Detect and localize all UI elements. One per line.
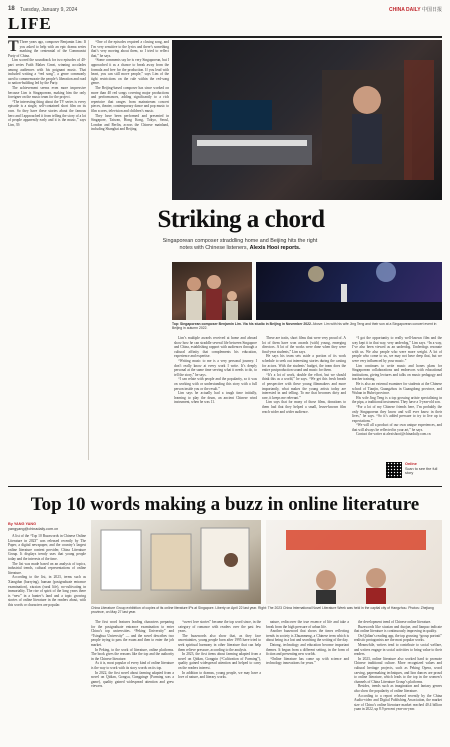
online-text: Scan to see the full story	[405, 466, 438, 476]
story2-paragraph: “sweet love stories” became the top word since, in the category of romance with readers over the past few years.	[178, 620, 261, 634]
exhibition-photo	[91, 520, 261, 604]
masthead-chinese: 中国日报	[421, 7, 442, 13]
story-divider	[8, 486, 442, 487]
story1-paragraph: “I can relate with people and the popularity, so it was on working with or understanding this story with a full person inside you or the result.”	[174, 377, 257, 391]
feature-photo-top	[172, 40, 442, 200]
story1-paragraph: He says his team sets aside a portion of its work schedule to seek out interesting stories during the casting for actors. With the students’ budget, the team does the entire postproduction sound and music for them.	[262, 354, 346, 373]
story2-paragraph: A list of the “Top 10 Buzzwords in Chinese Online Literature in 2023” was released recently by The Paper, a digital newspaper, and the country’s largest online literature content provider, China Literature Group. It displays trendy uses that young people today and the interests of the time.	[8, 534, 86, 561]
story2-paragraph: the development trend of Chinese online literature.	[358, 620, 432, 624]
studio-photo-illustration	[172, 40, 442, 200]
online-promo	[405, 462, 445, 476]
story2-paragraph: According to the list, in 2023, terms such as Xiangdun (hurrying), hunsan (postgraduate entrance examination), xiuxian (rural life), no-cultivating in immortality. The rise of spirit of the long years there is “new” in a hunter’s land and a topic growing stories of online literature in the readers about, with this words or characters are popular.	[8, 575, 86, 607]
story1-paragraph: Lim continues to write music and hones plans for Singaporean collaborations and endeavors with educational institutions, giving lectures and talks on music pedagogy and teacher training.	[352, 363, 442, 382]
section-title: LIFE	[8, 14, 52, 33]
dropcap: T	[8, 38, 19, 55]
masthead	[389, 6, 442, 13]
story2-paragraph: Besides, trends such as imagination and fantasy genres also show the popularity of online literature.	[354, 684, 442, 693]
story2-paragraph: In Peking, to the work of literature, online platforms. The book gives the reasons like the top and the authority in the Chinese literature.	[91, 647, 174, 661]
family-photo	[172, 262, 252, 320]
story1-column-3	[174, 336, 257, 476]
page-header	[8, 6, 442, 16]
byline-email: yangyang@chinadaily.com.cn	[8, 526, 59, 531]
story2-paragraph: In 2022, the first novel about farming adapted from a novel on Qidian, Gongsu, Gongpinge (Farming was a game), quality gained widespread attention and grew viewers.	[91, 670, 174, 689]
story1-paragraph: “Some comments say he is very Singaporean, but I approached it as a chance to break away from the formula and free for the production. If you lead with heart, you can still move people,” says Lim of the tight restrictions on the rule within the red-song genre.	[91, 58, 169, 86]
story1-paragraph: “One of the episodes required a closing song, and I’m very sensitive to the lyrics and there’s something that’s very moving about them, so I tried to reflect that,” he says.	[91, 40, 169, 58]
story1-paragraph: Lim scored the soundtrack for two episodes of 40-part series Faith Makes Great, winning accolades among audiences with his poignant music. That included writing a “red song”, a genre commonly used to commemorate the people’s liberation and road to nation-building led by the Party.	[8, 58, 86, 86]
story1-paragraph: Lim says that for many of those films, donations to them had that they helped a small, lesser-known film reach wider and wider audience.	[262, 400, 346, 414]
story1-paragraph: Contact the writer at alexishooi@chinadaily.com.cn	[356, 432, 431, 437]
story1-paragraph: He is also an external examiner for students at the Chinese school of Tianjin, Guangzhou in Guangdong province, and Wuhan in Hubei province.	[352, 381, 442, 396]
story1-paragraph: “Writing music to me is a very personal journey. I don’t really know at every work I write. It’s deeply personal at the same time serving what it needs to do, to tell the story,” he says.	[174, 358, 257, 377]
story2-byline	[8, 522, 86, 531]
story2-paragraph: nature, rediscover the true essence of life and take a break from the high pressure of urban life.	[266, 620, 349, 629]
exhibition-photo-illustration	[91, 520, 261, 604]
deck-text: Singaporean composer straddling home and Beijing hits the right notes with Chinese listeners,	[162, 238, 318, 251]
story2-paragraph: Meanwhile, writers tend to contribute to social welfare, and writers engage in social activities to bring value to their readers.	[354, 642, 442, 657]
story2-paragraph: On Qidian’s reading app, the top grossing “group portrait” realistic protagonists are the most popular works.	[354, 633, 442, 643]
story1-paragraph: They have been performed and presented in Singapore, Taiwan, Hong Kong, Tokyo, Seoul, London and Berlin, across the Chinese mainland, including Shanghai and Beijing.	[91, 113, 169, 132]
masthead-name: CHINA DAILY	[389, 7, 421, 13]
section-rule	[8, 36, 442, 38]
story1-paragraph: The Beijing-based composer has since worked on more than 40 red songs covering major productions and performances, adding significantly to a rich repertoire that ranges from mainstream concert pieces, theater, contemporary dance and pop music to film scores, television and children’s music.	[91, 85, 169, 113]
story2-paragraph: The buzzwords also show that, as they face uncertainties, young people born after 1995 have tried to seek spiritual harmony in other literature that can help them relieve pressure, according to the analysis.	[178, 633, 261, 652]
novel-week-photo	[266, 520, 442, 604]
story2-paragraph: In 2023, online literature also worked hard to promote Chinese traditional culture. More recognized values and cultural heritage projects, such as Peking Opera, wood carving, papermaking techniques, and lion dances are proud to online literature, which leads to the top in the women’s channels of China Literature Group’s platforms.	[354, 656, 442, 684]
story1-paragraph: Three years ago, composer Benjamin Lim: If you asked to help with an epic drama series marking the centennial of the Communist Party of China.	[8, 40, 86, 58]
story1-headline: Striking a chord	[157, 206, 325, 233]
story1-paragraph: Lim’s multiple awards received at home and abroad show how he can straddle several life between Singapore and China, establishing rapport with audiences through a cultural affinity that complements his education, experience and expertise.	[174, 336, 257, 359]
online-label: Online	[405, 462, 417, 466]
story1-paragraph: “I got the opportunity to really well-known film and the way kept it in that way, very underdog,” Lim says. “In a way, I’ve also been viewed as an underdog. Underdogs resonate with us. We also people who were more weight. A lot of people who come to us, we may not have deep that, but we were very influenced by your music.”	[352, 336, 442, 363]
story2-caption: China Literature Group exhibition of copies of its online literature IPs at Singapore. Liberty on April 22 last year. Right: The 2023 China International Novel Literature Week was held in the capital city of Hangzhou. Photos: Zhejiang province, on May 27 last year.	[91, 606, 434, 615]
story2-column-4	[266, 620, 349, 742]
story1-paragraph: “It’s a lot of work, double the effort, but we should think this as a world,” he says. “We get this fresh breath of perspective with these young filmmakers and more importantly, what makes the young artists today are interested in and telling. To me that becomes dirty and rare, it keeps me relevant.”	[262, 372, 346, 400]
story2-paragraph: In addition to dramas, young people, we may have a love of nature, and literary works.	[178, 670, 261, 680]
caption-secondary: Above: Lim with his wife Jing Teng and their son at a Singaporean concert event in Beijing in autumn 2022.	[172, 322, 437, 331]
story2-headline: Top 10 words making a buzz in online literature	[30, 494, 420, 515]
story2-paragraph: According to a report released recently by the China Audio-video and Digital Publishing Association, the market size of China’s online literature market reached 40.4 billion yuan in 2022, up 8.9 percent year-on-year.	[354, 693, 442, 712]
family-photo-illustration	[172, 262, 252, 320]
story2-paragraph: Datong, technology and education become important themes. It began from a different setting, in the form of fiction and presenting new worlds.	[266, 642, 349, 657]
page-number: 18	[8, 6, 15, 12]
qr-code[interactable]	[386, 462, 402, 478]
story1-paragraph: His wife Jing Teng is a top grossing artiste specializing in the pipa, a traditional instrument. They have a 3-year-old son.	[352, 395, 442, 405]
story1-paragraph: The achievement seems even more impressive because Lim is Singaporean, making him the only foreigner on the music team for the project.	[8, 85, 86, 100]
story1-paragraph: “The interesting thing about the TV series is every episode is a single, self-contained short film on its own. So they have these stories about the famous hero and I approached it from telling the story of a lot of people apparently early and it is the music,” says Lim, 39.	[8, 99, 86, 127]
story1-column-2	[91, 40, 169, 132]
story1-paragraph: These are traits, short films that were very proud of. A lot of them have won awards (with) young, emerging directors. A lot of the works were done when they were final-year students,” Lim says.	[262, 336, 346, 354]
column-divider	[88, 40, 89, 460]
deck-author: Alexis Hooi reports.	[249, 245, 301, 251]
story2-column-1	[8, 534, 86, 742]
story2-paragraph: “Online literature has come up with science and technology innovations for years.”	[266, 656, 349, 666]
story2-paragraph: Buzzwords like xiuxian and duojue, and lianpao indicate that online literature is continuously improving in quality.	[354, 624, 442, 634]
story2-column-5	[354, 620, 442, 742]
story2-paragraph: As it is, most popular of every kind of online literature is the way to work with its story words on its top.	[91, 661, 174, 670]
story1-paragraph: “For a lot of my Chinese friends here, I’m probably the only Singaporean they know and will ever know in their lives,” he says. “So it’s added pressure to try to live up to expectations.”	[352, 404, 442, 423]
story1-deck	[160, 238, 320, 252]
story1-column-1	[8, 40, 86, 127]
issue-date: Tuesday, January 9, 2024	[20, 7, 78, 13]
story2-paragraph: Another buzzword that shows the times reflecting trends in society is Zhuanmeng, a Chinese term which is about being in a lost and searching the writing of the day.	[266, 629, 349, 643]
novel-week-photo-illustration	[266, 520, 442, 604]
story2-column-3	[178, 620, 261, 742]
story1-caption	[172, 322, 442, 330]
caption-main: Top: Singaporean composer Benjamin Lim. Via his studio in Beijing in November 2022.	[172, 322, 312, 326]
byline-author: By YANG YANG	[8, 522, 37, 526]
story2-paragraph: The list was made based on an analysis of topics, industrial trends, cultural representations of online literature.	[8, 561, 86, 575]
story1-column-5	[352, 336, 442, 456]
story1-paragraph: “We will all a product of our own unique experiences, and that will always be reflected in your art,” he says.	[352, 423, 442, 432]
concert-photo-illustration	[256, 262, 442, 320]
story1-column-4	[262, 336, 346, 476]
story2-paragraph: In 2023, the first items about farming adapted from a novel on Qidian, Gongpin (“Cultivation of Farming”), quality gained widespread attention and helped to carry on the readers interest.	[178, 652, 261, 670]
story2-paragraph: The first word features leading characters preparing for the postgraduate entrance examination to enter China’s top universities. “Peking University” and “Tsinghua University” — and the novel describes two people trying to pass the exam and then to enter the job market.	[91, 620, 174, 647]
story2-column-2	[91, 620, 174, 742]
story1-paragraph: Lim says he actually had a tough time initially, learning to play the drum, an ancient Chinese wind instrument, when he was 11.	[174, 391, 257, 405]
concert-photo	[256, 262, 442, 320]
